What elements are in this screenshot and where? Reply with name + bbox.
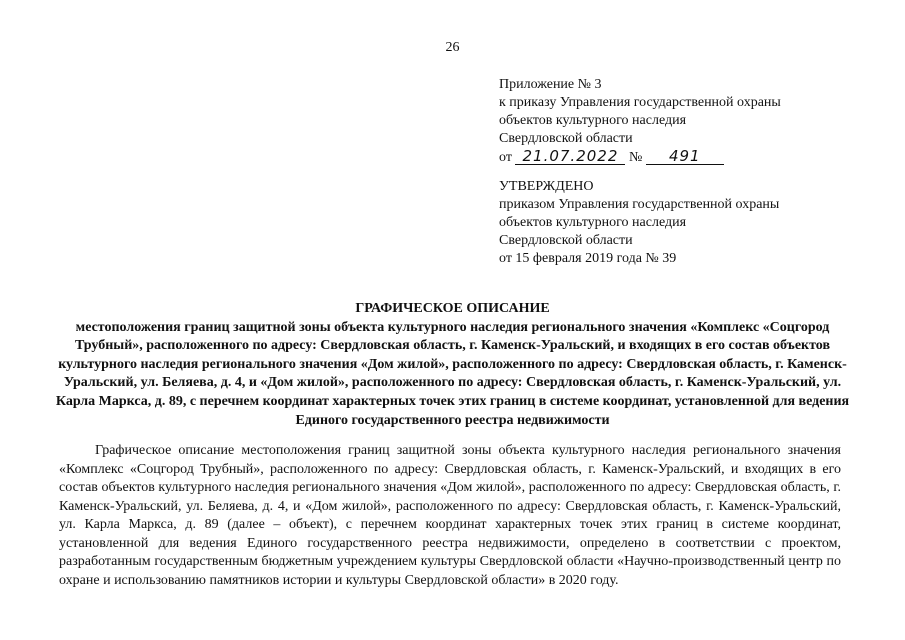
handwritten-date: 21.07.2022 [515, 148, 625, 165]
appendix-heritage-line: объектов культурного наследия [499, 113, 687, 128]
number-prefix: № [628, 150, 643, 165]
approved-title: УТВЕРЖДЕНО [499, 179, 594, 194]
heading-subtitle: местоположения границ защитной зоны объекта культурного наследия регионального значения «Комплекс «Соцгород Трубный», расположенного по адресу: Свердловская область, г. Каменск-Уральский, и входящих в его состав объектов культурного наследия регионального значения «Дом жилой», расположенного по адресу: Свердловская область, г. Каменск-Уральский, ул. Беляева, д. 4, и «Дом жилой», расположенного по адресу: Свердловская область, г. Каменск-Уральский, ул. Карла Маркса, д. 89, с перечнем координат характерных точек этих границ в системе координат, установленной для ведения Единого государственного реестра недвижимости [55, 319, 850, 428]
appendix-order-line: к приказу Управления государственной охраны [499, 95, 781, 110]
body-paragraph: Графическое описание местоположения границ защитной зоны объекта культурного наследия регионального значения «Комплекс «Соцгород Трубный», расположенного по адресу: Свердловская область, г. Каменск-Уральский, и входящих в его состав объектов культурного наследия регионального значения «Дом жилой», расположенного по адресу: Свердловская область, г. Каменск-Уральский, ул. Беляева, д. 4, и «Дом жилой», расположенного по адресу: Свердловская область, г. Каменск-Уральский, ул. Карла Маркса, д. 89 (далее – объект), с перечнем координат характерных точек этих границ в системе координат, установленной для ведения Единого государственного реестра недвижимости, определено в соответствии с проектом, разработанным государственным бюджетным учреждением культуры Свердловской области «Научно-производственный центр по охране и использованию памятников истории и культуры Свердловской области» в 2020 году. [59, 443, 841, 588]
appendix-title: Приложение № 3 [499, 77, 602, 92]
approved-order-line: приказом Управления государственной охраны [499, 197, 780, 212]
date-prefix: от [499, 150, 512, 165]
document-heading [50, 300, 855, 430]
appendix-block [499, 76, 859, 167]
heading-title: ГРАФИЧЕСКОЕ ОПИСАНИЕ [355, 301, 550, 316]
approved-region-line: Свердловской области [499, 233, 633, 248]
approved-block [499, 178, 859, 268]
handwritten-number: 491 [646, 148, 724, 165]
appendix-region-line: Свердловской области [499, 131, 633, 146]
appendix-date-line [499, 148, 859, 167]
approved-date-line: от 15 февраля 2019 года № 39 [499, 251, 677, 266]
approved-heritage-line: объектов культурного наследия [499, 215, 687, 230]
page-number: 26 [445, 40, 460, 55]
